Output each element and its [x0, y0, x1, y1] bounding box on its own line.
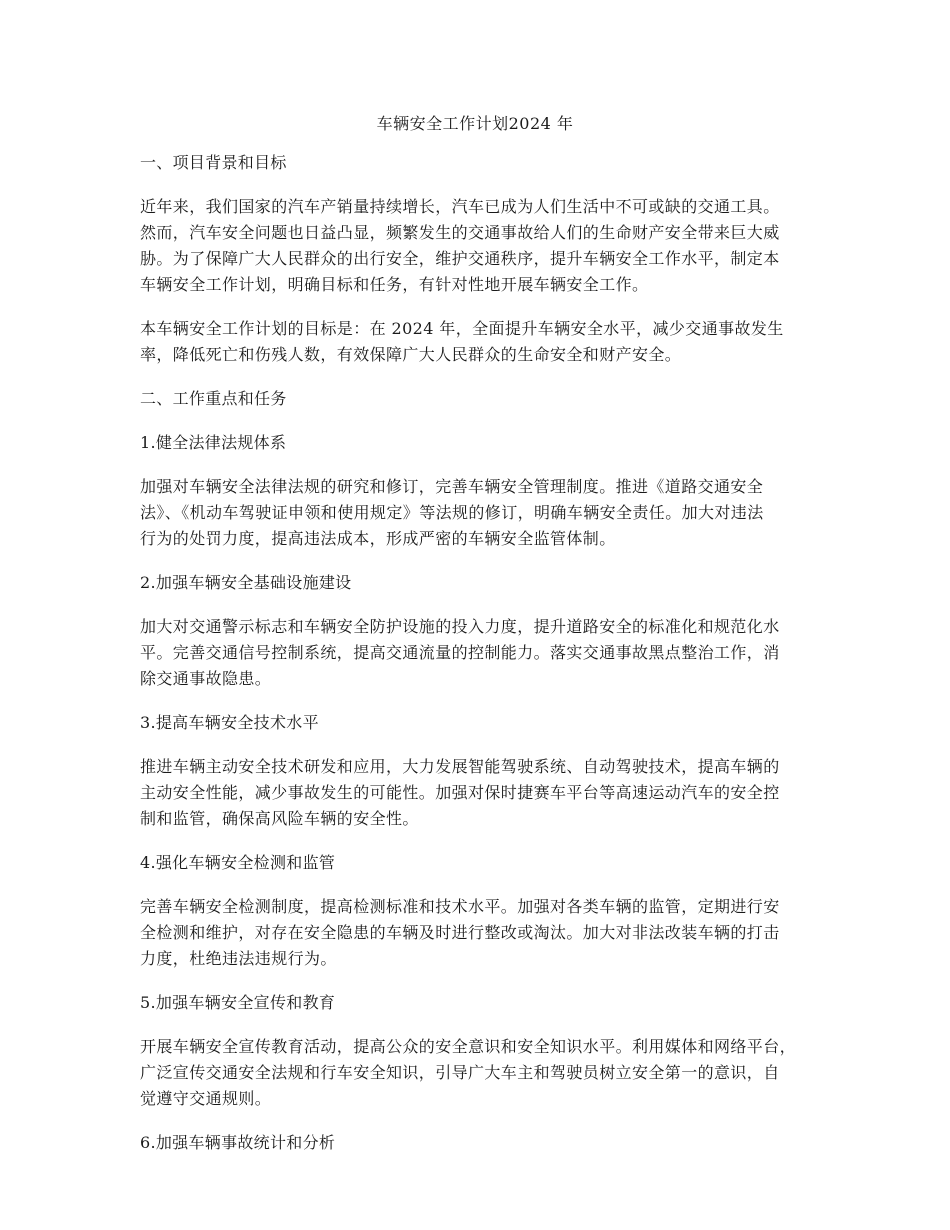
text-line: 加大对交通警示标志和车辆安全防护设施的投入力度，提升道路安全的标准化和规范化水 — [140, 617, 780, 636]
section-heading-background — [140, 150, 812, 176]
text-line: 6.加强车辆事故统计和分析 — [140, 1133, 336, 1152]
text-line: 车辆安全工作计划，明确目标和任务，有针对性地开展车辆安全工作。 — [140, 275, 649, 294]
text-line: 除交通事故隐患。 — [140, 669, 272, 688]
text-line: 1.健全法律法规体系 — [140, 433, 287, 452]
text-line: 力度，杜绝违法违规行为。 — [140, 949, 337, 968]
paragraph-background — [140, 194, 812, 298]
text-line: 主动安全性能，减少事故发生的可能性。加强对保时捷赛车平台等高速运动汽车的安全控 — [140, 783, 780, 802]
text-line: 开展车辆安全宣传教育活动，提高公众的安全意识和安全知识水平。利用媒体和网络平台， — [140, 1037, 797, 1056]
text-line: 率，降低死亡和伤残人数，有效保障广大人民群众的生命安全和财产安全。 — [140, 345, 682, 364]
text-line: 法》、《机动车驾驶证申领和使用规定》等法规的修订，明确车辆安全责任。加大对违法 — [140, 503, 764, 522]
text-line: 加强对车辆安全法律法规的研究和修订，完善车辆安全管理制度。推进《道路交通安全 — [140, 477, 764, 496]
text-line: 推进车辆主动安全技术研发和应用，大力发展智能驾驶系统、自动驾驶技术，提高车辆的 — [140, 757, 780, 776]
document-body — [140, 150, 812, 1174]
task-heading-6 — [140, 1130, 812, 1156]
text-line: 胁。为了保障广大人民群众的出行安全，维护交通秩序，提升车辆安全工作水平，制定本 — [140, 249, 780, 268]
text-line: 2.加强车辆安全基础设施建设 — [140, 573, 352, 592]
text-line: 4.强化车辆安全检测和监管 — [140, 853, 336, 872]
text-line: 全检测和维护，对存在安全隐患的车辆及时进行整改或淘汰。加大对非法改装车辆的打击 — [140, 923, 780, 942]
task-heading-3 — [140, 710, 812, 736]
section-heading-tasks — [140, 386, 812, 412]
text-line: 完善车辆安全检测制度，提高检测标准和技术水平。加强对各类车辆的监管，定期进行安 — [140, 897, 780, 916]
task-heading-1 — [140, 430, 812, 456]
text-line: 本车辆安全工作计划的目标是：在 2024 年，全面提升车辆安全水平，减少交通事故发生 — [140, 319, 784, 338]
task-paragraph-2 — [140, 614, 812, 692]
task-heading-4 — [140, 850, 812, 876]
task-paragraph-5 — [140, 1034, 812, 1112]
task-heading-2 — [140, 570, 812, 596]
text-line: 平。完善交通信号控制系统，提高交通流量的控制能力。落实交通事故黑点整治工作，消 — [140, 643, 780, 662]
task-paragraph-3 — [140, 754, 812, 832]
text-line: 一、项目背景和目标 — [140, 153, 287, 172]
document-title: 车辆安全工作计划2024 年 — [376, 114, 574, 133]
text-line: 二、工作重点和任务 — [140, 389, 287, 408]
paragraph-goal — [140, 316, 812, 368]
task-paragraph-1 — [140, 474, 812, 552]
task-paragraph-4 — [140, 894, 812, 972]
text-line: 广泛宣传交通安全法规和行车安全知识，引导广大车主和驾驶员树立安全第一的意识，自 — [140, 1063, 780, 1082]
text-line: 制和监管，确保高风险车辆的安全性。 — [140, 809, 419, 828]
text-line: 3.提高车辆安全技术水平 — [140, 713, 319, 732]
text-line: 近年来，我们国家的汽车产销量持续增长，汽车已成为人们生活中不可或缺的交通工具。 — [140, 197, 780, 216]
task-heading-5 — [140, 990, 812, 1016]
text-line: 行为的处罚力度，提高违法成本，形成严密的车辆安全监管体制。 — [140, 529, 616, 548]
text-line: 然而，汽车安全问题也日益凸显，频繁发生的交通事故给人们的生命财产安全带来巨大威 — [140, 223, 780, 242]
text-line: 5.加强车辆安全宣传和教育 — [140, 993, 336, 1012]
text-line: 觉遵守交通规则。 — [140, 1089, 272, 1108]
